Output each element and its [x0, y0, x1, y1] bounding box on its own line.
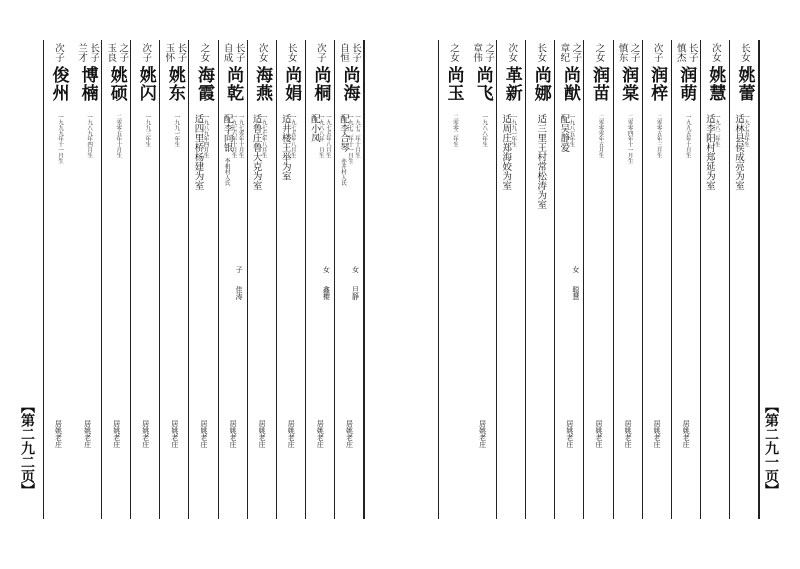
person-name: 尚桐 [310, 66, 331, 102]
person-name: 润萌 [676, 66, 697, 102]
birth-date: 一九七五年八月生 [289, 114, 296, 158]
spouse-note: 适周庄郑海姣为室 [500, 114, 512, 190]
birth-date: 一九七五年生 [742, 114, 749, 147]
birth-date: 一九八九年四月生 [86, 114, 93, 158]
birth-date: 一九八九年四月生 [202, 114, 209, 158]
page-marker-right: 【第二九一页】 [763, 399, 779, 497]
child-name: 鑫樱 [322, 286, 331, 300]
relation-label: 之子 [628, 43, 640, 62]
child-relation: 女 [571, 266, 580, 273]
genealogy-entry [672, 40, 701, 519]
spouse-note: 配小凤 [308, 114, 320, 143]
residence-note: 居姚老庄 [316, 420, 325, 448]
relation-father-label: 自恒 [337, 43, 349, 62]
birth-date: 李相村人氏 [223, 158, 230, 186]
residence-note: 居姚老庄 [594, 420, 603, 448]
genealogy-entry [701, 40, 730, 519]
person-name: 姚闪 [135, 66, 156, 102]
relation-label: 之女 [198, 43, 210, 62]
relation-father-label: 章纪 [558, 43, 570, 62]
residence-note: 居姚老庄 [112, 420, 121, 448]
spouse-note: 适四里桥杨建为室 [192, 114, 204, 190]
genealogy-entry [102, 40, 131, 519]
residence-note: 居姚老庄 [624, 420, 633, 448]
genealogy-entry [219, 40, 248, 519]
person-name: 尚玉 [443, 66, 464, 102]
genealogy-entry [277, 40, 306, 519]
birth-date: 二零零五年三月生 [655, 114, 662, 158]
spouse-note: 适鲁庄鲁大克为室 [250, 114, 262, 190]
relation-label: 次子 [651, 43, 663, 62]
residence-note: 居姚老庄 [199, 420, 208, 448]
residence-note: 居姚老庄 [83, 420, 92, 448]
relation-label: 次子 [53, 43, 65, 62]
genealogy-entry [439, 40, 468, 519]
genealogy-entry [730, 40, 759, 519]
relation-father-label: 兰才 [76, 43, 88, 62]
genealogy-entry [248, 40, 277, 519]
genealogy-entry [306, 40, 335, 519]
birth-date: 二零零五年十月生 [115, 114, 122, 158]
relation-label: 之女 [593, 43, 605, 62]
person-name: 姚慧 [705, 66, 726, 102]
birth-date: 一九九一年生 [510, 114, 517, 147]
relation-label: 次子 [140, 43, 152, 62]
spouse-note: 配吴静爱 [558, 114, 570, 152]
spouse-note: 适李阳村郑延为室 [703, 114, 715, 190]
spouse-note: 适井楼王举为室 [279, 114, 291, 181]
child-relation: 子 [235, 266, 244, 273]
relation-father-label: 自成 [221, 43, 233, 62]
residence-note: 居姚老庄 [653, 420, 662, 448]
birth-date: 一九七五年八月生 [324, 114, 331, 158]
genealogy-entry [643, 40, 672, 519]
relation-label: 之子 [483, 43, 495, 62]
person-name: 润棠 [618, 66, 639, 102]
child-name: 聪慧 [571, 286, 580, 300]
person-name: 尚海 [339, 66, 360, 102]
genealogy-entry [468, 40, 497, 519]
birth-date: 一九九九年十一月生 [57, 114, 64, 164]
birth-date: 二零零零年五月生 [597, 114, 604, 158]
birth-date: 一九七二年十月生 [353, 114, 360, 158]
relation-label: 长子 [233, 43, 245, 62]
page-marker-left: 【第二九二页】 [19, 399, 35, 497]
birth-date: 一九七六年十月生 [230, 114, 237, 158]
child-name: 佳涛 [235, 286, 244, 300]
birth-date: 二零零四年十一月生 [626, 114, 633, 164]
child-name: 旦静 [351, 286, 360, 300]
relation-label: 次女 [709, 43, 721, 62]
person-name: 姚蕾 [734, 66, 755, 102]
genealogy-entry [555, 40, 584, 519]
relation-label: 长子 [686, 43, 698, 62]
person-name: 姚硕 [106, 66, 127, 102]
residence-note: 居姚老庄 [229, 420, 238, 448]
relation-label: 长女 [738, 43, 750, 62]
person-name: 姚东 [164, 66, 185, 102]
person-name: 润苗 [588, 66, 609, 102]
residence-note: 居姚老庄 [565, 420, 574, 448]
child-relation: 女 [322, 266, 331, 273]
person-name: 润梓 [647, 66, 668, 102]
relation-label: 长女 [285, 43, 297, 62]
person-name: 海燕 [252, 66, 273, 102]
relation-father-label: 章伟 [471, 43, 483, 62]
genealogy-entry [614, 40, 643, 519]
person-name: 海霞 [193, 66, 214, 102]
person-name: 尚娜 [530, 66, 551, 102]
genealogy-entry [44, 40, 73, 519]
relation-label: 之子 [117, 43, 129, 62]
relation-father-label: 慎杰 [674, 43, 686, 62]
person-name: 尚乾 [223, 66, 244, 102]
birth-date: 一九九三年生 [144, 114, 151, 147]
residence-note: 居姚老庄 [345, 420, 354, 448]
relation-label: 长子 [88, 43, 100, 62]
relation-label: 次子 [314, 43, 326, 62]
birth-date: 一九八二年生 [713, 114, 720, 147]
genealogy-entry [160, 40, 189, 519]
genealogy-entry [131, 40, 160, 519]
relation-father-label: 玉怀 [163, 43, 175, 62]
genealogy-entry [73, 40, 102, 519]
relation-father-label: 玉良 [105, 43, 117, 62]
right-genealogy-page [438, 40, 760, 519]
birth-date: 一九九五年十月生 [684, 114, 691, 158]
relation-label: 之女 [448, 43, 460, 62]
person-name: 革新 [501, 66, 522, 102]
residence-note: 居姚老庄 [478, 420, 487, 448]
relation-label: 长子 [349, 43, 361, 62]
genealogy-entry [335, 40, 364, 519]
genealogy-entry [526, 40, 555, 519]
person-name: 尚猷 [559, 66, 580, 102]
child-relation: 女 [351, 266, 360, 273]
birth-date: 一九七二年十一月生 [346, 114, 353, 164]
residence-note: 居姚老庄 [287, 420, 296, 448]
spouse-note: 适林县侯成亮为室 [732, 114, 744, 190]
left-genealogy-page [43, 40, 365, 519]
birth-date: 一九七七年八月生 [260, 114, 267, 158]
birth-date: 二零零二年生 [452, 114, 459, 147]
residence-note: 居姚老庄 [258, 420, 267, 448]
relation-label: 次女 [506, 43, 518, 62]
birth-date: 一九八八年 月生 [317, 114, 324, 158]
person-name: 博楠 [77, 66, 98, 102]
genealogy-entry [497, 40, 526, 519]
person-name: 尚娟 [281, 66, 302, 102]
person-name: 尚飞 [472, 66, 493, 102]
relation-label: 长子 [175, 43, 187, 62]
genealogy-entry [189, 40, 218, 519]
relation-label: 之子 [570, 43, 582, 62]
birth-date: 一九七零年十月生 [237, 114, 244, 158]
spouse-note: 配李向银 [221, 114, 233, 152]
birth-date: 一九九一年生 [173, 114, 180, 147]
birth-date: 一九八五年生 [568, 114, 575, 147]
person-name: 俊州 [48, 66, 69, 102]
relation-label: 次女 [256, 43, 268, 62]
residence-note: 居姚老庄 [54, 420, 63, 448]
spouse-note: 配李合琴 [337, 114, 349, 152]
residence-note: 居姚老庄 [170, 420, 179, 448]
genealogy-entry [584, 40, 613, 519]
residence-note: 居姚老庄 [682, 420, 691, 448]
relation-label: 长女 [535, 43, 547, 62]
birth-date: 一九八八年生 [481, 114, 488, 147]
spouse-note: 适三里王村常松涛为室 [535, 114, 547, 209]
residence-note: 居姚老庄 [141, 420, 150, 448]
relation-father-label: 慎东 [616, 43, 628, 62]
birth-date: 亦井村人氏 [339, 158, 346, 186]
